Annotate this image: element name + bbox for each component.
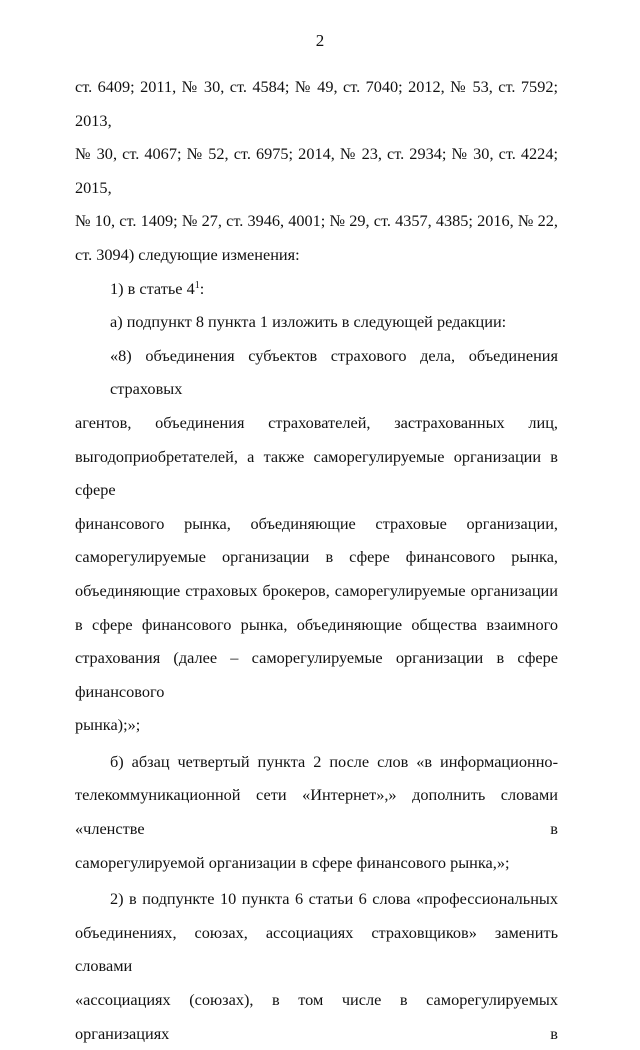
text-line: в сфере финансового рынка, объединяющие общества взаимного [75, 614, 558, 634]
text-line: объединяющие страховых брокеров, саморегулируемые организации [75, 580, 558, 600]
text-line: № 10, ст. 1409; № 27, ст. 3946, 4001; № 29, ст. 4357, 4385; 2016, № 22, [75, 211, 558, 231]
text-line [110, 272, 558, 306]
text-line: б) абзац четвертый пункта 2 после слов «в информационно- [110, 751, 558, 771]
text-line: саморегулируемой организации в сфере финансового рынка,»; [75, 852, 510, 872]
text-line: ст. 3094) следующие изменения: [75, 244, 300, 264]
paragraph-subitem-a [75, 305, 558, 339]
document-body [75, 70, 558, 1050]
text-line: рынка);»; [75, 715, 141, 735]
text-line: ст. 6409; 2011, № 30, ст. 4584; № 49, ст. 7040; 2012, № 53, ст. 7592; 2013, [75, 77, 558, 130]
text-line: выгодоприобретателей, а также саморегулируемые организации в сфере [75, 446, 558, 500]
text-line: «8) объединения субъектов страхового дела, объединения страховых [110, 345, 558, 399]
paragraph-quoted-wording [75, 339, 558, 742]
text-line: 2) в подпункте 10 пункта 6 статьи 6 слова «профессиональных [110, 889, 558, 909]
text-line: финансового рынка, объединяющие страховые организации, [75, 513, 558, 533]
item-1-text: 1) в статье 4 [110, 278, 195, 298]
text-line: саморегулируемые организации в сфере финансового рынка, [75, 547, 558, 567]
item-1-colon: : [199, 278, 205, 298]
text-line: № 30, ст. 4067; № 52, ст. 6975; 2014, № 23, ст. 2934; № 30, ст. 4224; 2015, [75, 144, 558, 197]
text-line: телекоммуникационной сети «Интернет»,» дополнить словами «членстве в [75, 785, 558, 839]
paragraph-citations [75, 70, 558, 272]
article-superscript: 1 [194, 279, 200, 291]
text-line: а) подпункт 8 пункта 1 изложить в следующей редакции: [110, 312, 507, 332]
paragraph-item-2 [75, 882, 558, 1050]
text-line: страхования (далее – саморегулируемые организации в сфере финансового [75, 648, 558, 701]
text-line: агентов, объединения страхователей, застрахованных лиц, [75, 412, 558, 432]
text-line: объединениях, союзах, ассоциациях страховщиков» заменить словами [75, 922, 558, 976]
page-number: 2 [315, 31, 325, 50]
paragraph-item-1 [75, 272, 558, 306]
paragraph-subitem-b [75, 745, 558, 879]
text-line: «ассоциациях (союзах), в том числе в саморегулируемых организациях в [75, 990, 558, 1043]
